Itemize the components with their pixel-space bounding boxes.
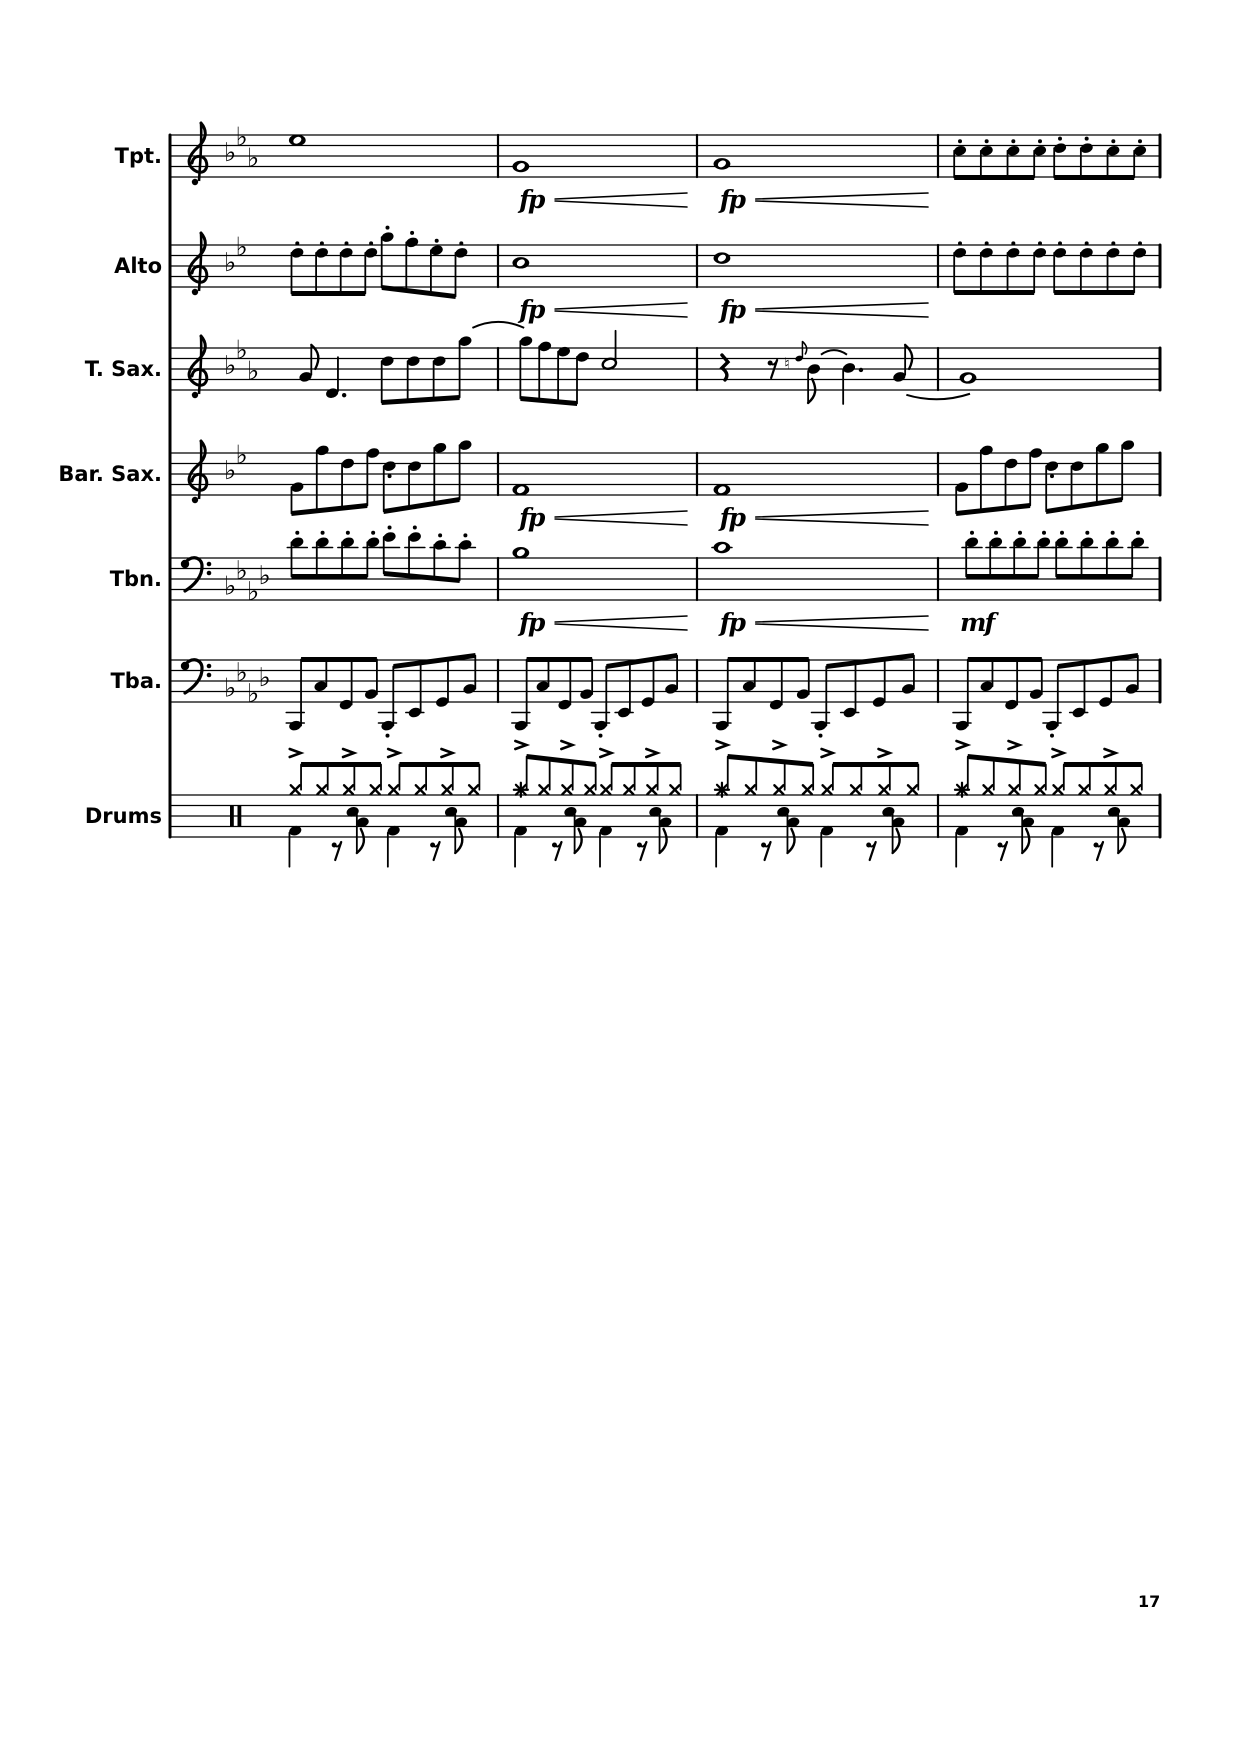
staff-alto (114, 226, 1160, 324)
snare-kick-cluster (345, 806, 370, 853)
eighth-rest (637, 842, 647, 860)
snare-kick-cluster (881, 806, 906, 853)
drum-beat-group (715, 741, 813, 797)
accent-mark (716, 741, 727, 749)
eighth-note (892, 345, 912, 383)
drum-beat-group (600, 749, 680, 794)
staff-label: Drums (84, 804, 162, 828)
whole-note (714, 484, 731, 495)
crescendo-hairpin (756, 303, 928, 317)
whole-note (714, 252, 731, 263)
crescendo-hairpin (555, 193, 687, 207)
natural-sign: ♮ (784, 353, 790, 373)
snare-kick-cluster (563, 806, 588, 853)
whole-note (714, 158, 731, 169)
quarter-note (842, 362, 864, 404)
crescendo-hairpin (555, 511, 687, 525)
quarter-note (325, 357, 347, 399)
accent-mark (646, 749, 657, 757)
eighth-rest (1094, 842, 1104, 860)
staff-tsax (85, 322, 1160, 406)
flat-sign: ♭ (235, 122, 248, 153)
beamed-note-group (382, 439, 472, 514)
dynamic-fp: fp (519, 295, 544, 324)
dynamic-mf: mf (960, 608, 994, 637)
beamed-note-group (953, 657, 1043, 732)
beamed-note-group (812, 653, 916, 738)
dynamic-fp: fp (719, 608, 745, 637)
flat-sign: ♭ (235, 335, 248, 366)
drum-beat-group (388, 749, 479, 794)
flat-sign: ♭ (235, 232, 248, 263)
beamed-note-group (519, 335, 590, 406)
dynamic-fp: fp (719, 295, 745, 324)
accent-mark (1053, 749, 1064, 757)
accent-mark (290, 749, 301, 757)
beamed-note-group (1053, 137, 1148, 180)
beamed-note-group (1043, 653, 1139, 738)
flat-sign: ♭ (235, 440, 248, 471)
quarter-note (288, 824, 303, 866)
drum-beat-group (1053, 749, 1142, 794)
staff-label: Alto (114, 254, 162, 278)
staff-label: T. Sax. (84, 357, 162, 381)
flat-sign: ♭ (224, 248, 237, 278)
slur-tie (906, 394, 970, 400)
staff-tba (110, 653, 1160, 738)
flat-sign: ♭ (224, 351, 237, 381)
quarter-note (598, 824, 613, 866)
staff-drums (85, 741, 1160, 867)
staff-tpt (115, 122, 1160, 214)
crescendo-hairpin (756, 616, 928, 630)
beamed-note-group (1052, 531, 1148, 579)
beamed-note-group (290, 444, 380, 516)
accent-mark (822, 749, 833, 757)
staff-barsax (58, 439, 1160, 532)
flat-sign: ♭ (224, 456, 237, 486)
beamed-note-group (380, 526, 476, 584)
dynamic-fp: fp (519, 185, 544, 214)
eighth-rest (761, 842, 771, 860)
flat-sign: ♭ (224, 138, 237, 168)
whole-note (512, 547, 529, 558)
staff-tbn (110, 526, 1160, 638)
whole-note (960, 372, 977, 383)
eighth-rest (998, 842, 1008, 860)
eighth-rest (866, 842, 876, 860)
eighth-rest (552, 842, 562, 860)
whole-note (512, 484, 529, 495)
accent-mark (515, 741, 526, 749)
whole-note (289, 135, 306, 146)
beamed-note-group (286, 657, 378, 732)
flat-sign: ♭ (235, 657, 248, 688)
quarter-note (386, 824, 401, 866)
snare-kick-cluster (648, 806, 673, 853)
treble-clef-icon (189, 233, 207, 295)
eighth-rest (430, 842, 440, 860)
crescendo-hairpin (555, 616, 687, 630)
crescendo-hairpin (756, 511, 928, 525)
quarter-note (1051, 824, 1066, 866)
snare-kick-cluster (1011, 806, 1036, 853)
snare-kick-cluster (1107, 806, 1132, 853)
treble-clef-icon (189, 441, 207, 503)
staff-label: Tba. (110, 669, 162, 693)
eighth-rest (332, 842, 342, 860)
accent-mark (600, 749, 611, 757)
whole-note (512, 257, 529, 268)
quarter-note (955, 824, 970, 866)
beamed-note-group (379, 653, 477, 738)
whole-note (712, 542, 732, 553)
crescendo-hairpin (555, 303, 687, 317)
flat-sign: ♭ (258, 561, 271, 591)
quarter-note (715, 824, 730, 866)
beamed-note-group (962, 531, 1054, 579)
accent-mark (343, 749, 354, 757)
eighth-note (298, 345, 318, 383)
dynamic-fp: fp (719, 185, 745, 214)
beamed-note-group (512, 657, 594, 732)
quarter-note (514, 824, 529, 866)
dynamic-fp: fp (519, 608, 544, 637)
grace-note (784, 342, 807, 373)
beamed-note-group (1045, 439, 1136, 514)
drum-beat-group (514, 741, 596, 797)
crescendo-hairpin (756, 193, 928, 207)
accent-mark (1105, 749, 1116, 757)
beamed-note-group (290, 241, 378, 296)
beamed-note-group (287, 531, 383, 579)
treble-clef-icon (189, 336, 207, 398)
flat-sign: ♭ (247, 678, 260, 709)
accent-mark (957, 741, 968, 749)
flat-sign: ♭ (247, 356, 260, 387)
flat-sign: ♭ (224, 571, 237, 602)
flat-sign: ♭ (247, 143, 260, 174)
flat-sign: ♭ (224, 673, 237, 704)
accent-mark (1009, 741, 1020, 749)
snare-kick-cluster (444, 806, 469, 853)
accent-mark (561, 741, 572, 749)
accent-mark (773, 741, 784, 749)
quarter-note (820, 824, 835, 866)
bass-clef-icon (181, 660, 212, 693)
dynamic-fp: fp (719, 503, 745, 532)
drum-beat-group (822, 749, 919, 794)
beamed-note-group (713, 657, 810, 732)
half-note (601, 331, 617, 371)
flat-sign: ♭ (247, 576, 260, 607)
treble-clef-icon (189, 123, 207, 185)
bass-clef-icon (181, 558, 212, 591)
beamed-note-group (592, 653, 679, 738)
page-number: 17 (1138, 1592, 1161, 1611)
whole-note (512, 161, 529, 172)
staff-label: Tbn. (109, 567, 162, 591)
staff-label: Bar. Sax. (58, 462, 162, 486)
flat-sign: ♭ (235, 555, 248, 586)
beamed-note-group (955, 444, 1044, 516)
drum-beat-group (290, 749, 381, 794)
dynamic-fp: fp (519, 503, 544, 532)
accent-mark (441, 749, 452, 757)
beamed-note-group (380, 226, 468, 299)
drum-beat-group (955, 741, 1046, 797)
staff-label: Tpt. (114, 144, 162, 168)
accent-mark (879, 749, 890, 757)
slur-tie (472, 322, 524, 328)
snare-kick-cluster (776, 806, 801, 853)
beamed-note-group (380, 335, 473, 405)
eighth-note (807, 363, 822, 403)
slur-tie (821, 350, 847, 355)
accent-mark (388, 749, 399, 757)
flat-sign: ♭ (258, 663, 271, 693)
